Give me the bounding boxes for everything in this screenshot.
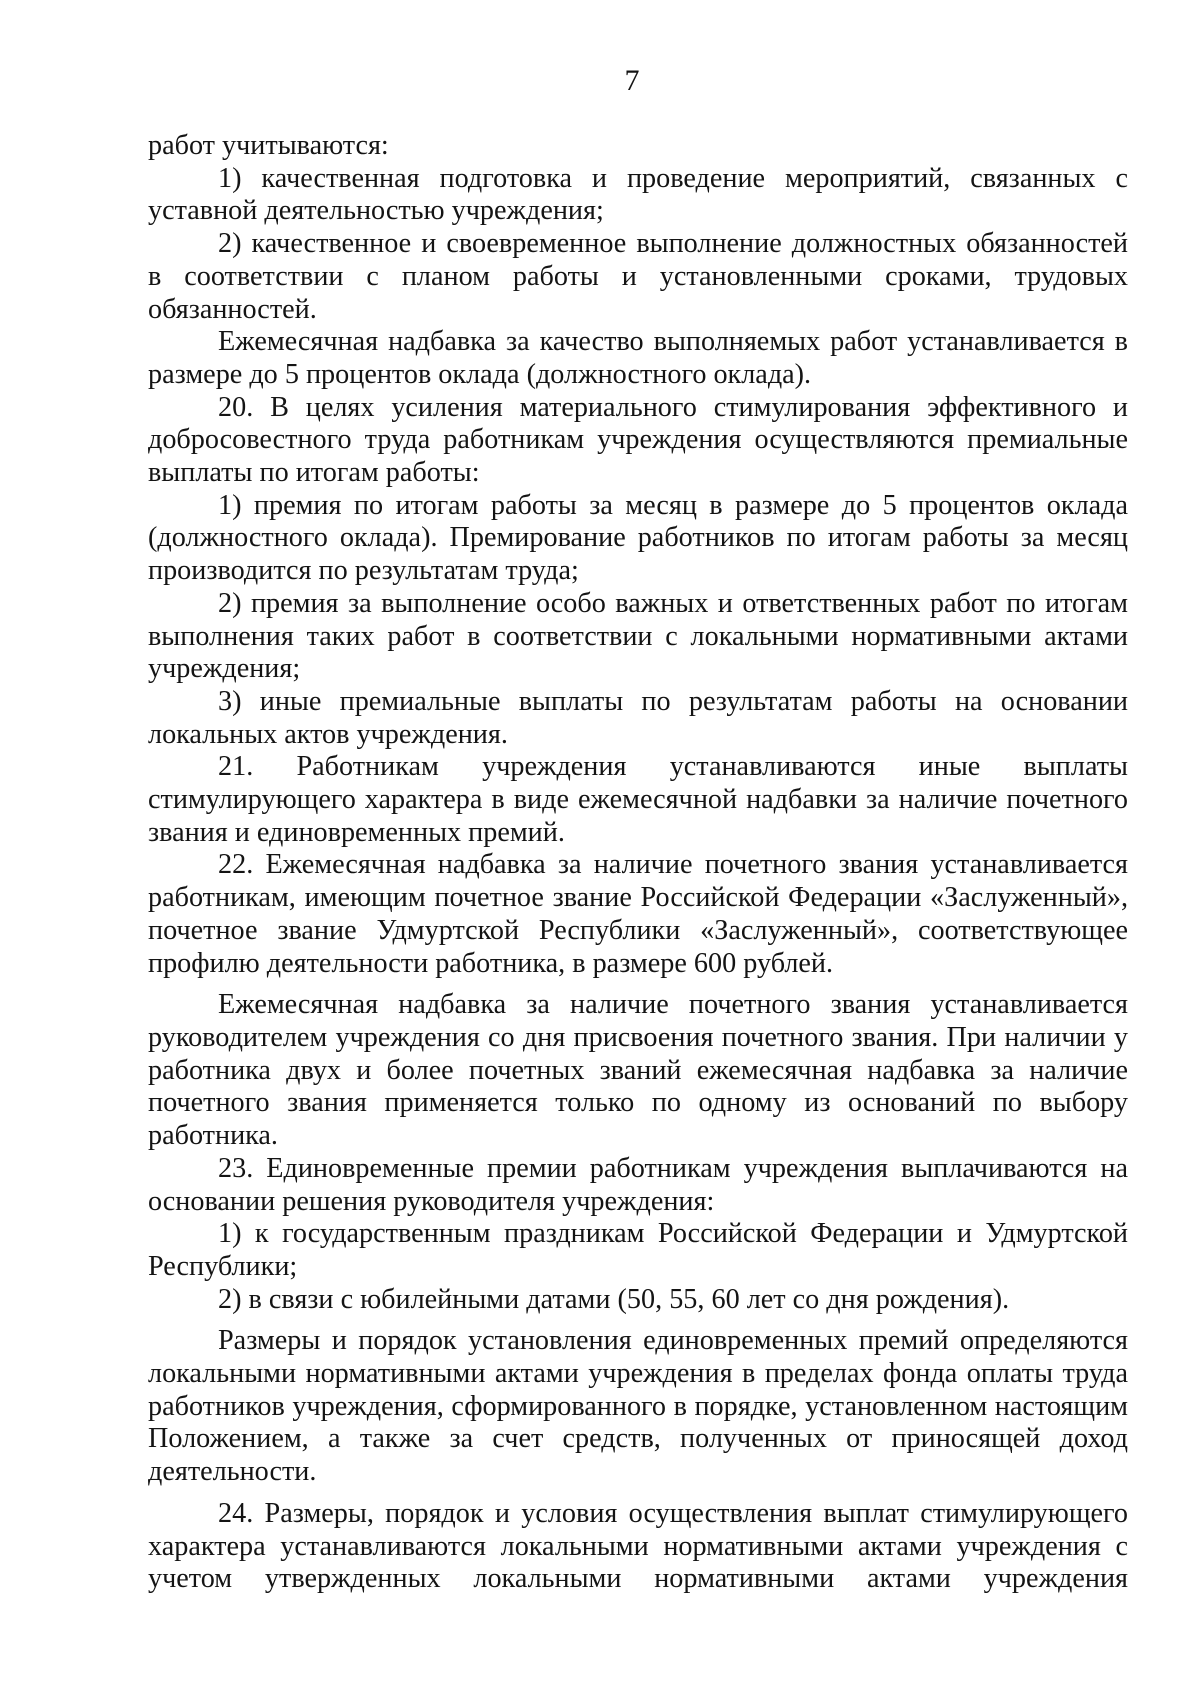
paragraph-20-item-3: 3) иные премиальные выплаты по результатам работы на основании локальных актов учреждения. [148, 685, 1128, 750]
paragraph-23-item-2: 2) в связи с юбилейными датами (50, 55, 60 лет со дня рождения). [218, 1283, 1010, 1315]
paragraph-23-item-1: 1) к государственным праздникам Российской Федерации и Удмуртской Республики; [148, 1218, 1128, 1282]
paragraph-20-item-1: 1) премия по итогам работы за месяц в размере до 5 процентов оклада (должностного оклада). Премирование работников по итогам работы за месяц производится по результатам труда; [148, 489, 1128, 587]
page-number: 7 [624, 64, 640, 97]
paragraph-quality-bonus: Ежемесячная надбавка за качество выполняемых работ устанавливается в размере до 5 процентов оклада (должностного оклада). [148, 326, 1128, 390]
list-item-2: 2) качественное и своевременное выполнение должностных обязанностей в соответствии с планом работы и установленными сроками, трудовых обязанностей. [148, 228, 1128, 325]
list-item-1: 1) качественная подготовка и проведение мероприятий, связанных с уставной деятельностью учреждения; [148, 162, 1128, 227]
paragraph-23: 23. Единовременные премии работникам учреждения выплачиваются на основании решения руководителя учреждения: [148, 1152, 1128, 1217]
paragraph-honorary-title-bonus: Ежемесячная надбавка за наличие почетного звания устанавливается руководителем учреждения со дня присвоения почетного звания. При наличии у работника двух и более почетных званий ежемесячная надбавка за наличие почетного звания применяется только по одному из оснований по выбору работника. [148, 989, 1128, 1152]
paragraph-20: 20. В целях усиления материального стимулирования эффективного и добросовестного труда работникам учреждения осуществляются премиальные выплаты по итогам работы: [148, 391, 1128, 489]
paragraph-24: 24. Размеры, порядок и условия осуществления выплат стимулирующего характера устанавливаются локальными нормативными актами учреждения с учетом утвержденных локальными нормативными актами учреждения [148, 1497, 1128, 1595]
paragraph-21: 21. Работникам учреждения устанавливаются иные выплаты стимулирующего характера в виде ежемесячной надбавки за наличие почетного звания и единовременных премий. [148, 751, 1128, 848]
paragraph-one-time-bonus-amounts: Размеры и порядок установления единовременных премий определяются локальными нормативными актами учреждения в пределах фонда оплаты труда работников учреждения, сформированного в порядке, установленном настоящим Положением, а также за счет средств, полученных от приносящей доход деятельности. [148, 1325, 1128, 1488]
document-body [148, 130, 1128, 1596]
paragraph-20-item-2: 2) премия за выполнение особо важных и ответственных работ по итогам выполнения таких работ в соответствии с локальными нормативными актами учреждения; [148, 587, 1128, 685]
paragraph-22: 22. Ежемесячная надбавка за наличие почетного звания устанавливается работникам, имеющим почетное звание Российской Федерации «Заслуженный», почетное звание Удмуртской Республики «Заслуженный», соответствующее профилю деятельности работника, в размере 600 рублей. [148, 849, 1128, 979]
paragraph-continuation: работ учитываются: [148, 130, 389, 161]
